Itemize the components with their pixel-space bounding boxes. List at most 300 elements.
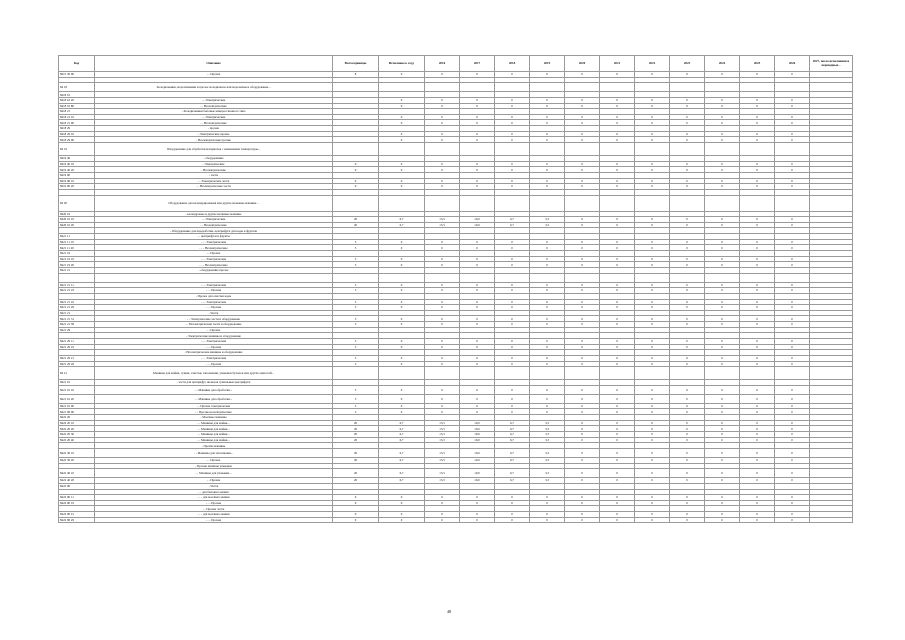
rate-cell-final bbox=[810, 394, 853, 403]
column-header: 2019 bbox=[530, 56, 565, 72]
rate-cell: 0 bbox=[670, 114, 705, 120]
rate-cell: 0 bbox=[705, 167, 740, 173]
rate-cell: 0 bbox=[635, 361, 670, 367]
description-cell: - - - Прочие bbox=[95, 305, 333, 311]
hs-code-cell: 8421 11 20 bbox=[59, 245, 95, 251]
rate-cell bbox=[333, 83, 379, 92]
rate-cell: 5 bbox=[333, 361, 379, 367]
rate-cell: 0 bbox=[600, 131, 635, 137]
column-header: 2017 bbox=[460, 56, 495, 72]
rate-cell: 0 bbox=[635, 517, 670, 523]
rate-cell: 0 bbox=[740, 161, 775, 167]
rate-cell: 0 bbox=[775, 437, 810, 443]
rate-cell: 0 bbox=[705, 282, 740, 288]
hs-code-cell: 8422 20 10 bbox=[59, 420, 95, 426]
rate-cell: 0 bbox=[740, 420, 775, 426]
rate-cell: 0 bbox=[740, 120, 775, 126]
rate-cell: 0 bbox=[460, 299, 495, 305]
rate-cell: 0 bbox=[635, 338, 670, 344]
rate-cell: 0 bbox=[495, 97, 530, 103]
rate-cell: 0 bbox=[495, 131, 530, 137]
rate-cell: 0 bbox=[600, 114, 635, 120]
rate-cell: 0 bbox=[600, 178, 635, 184]
rate-cell: 0 bbox=[740, 178, 775, 184]
rate-cell: 0 bbox=[530, 322, 565, 328]
description-cell: - Неэлектрические прочие bbox=[95, 137, 333, 143]
rate-cell: 0 bbox=[775, 420, 810, 426]
hs-code-cell: 8421 21 22 bbox=[59, 299, 95, 305]
rate-cell: 0 bbox=[600, 316, 635, 322]
rate-cell: 0 bbox=[740, 131, 775, 137]
column-header: 2021 bbox=[600, 56, 635, 72]
rate-cell: 0 bbox=[495, 137, 530, 143]
rate-cell: 0 bbox=[565, 361, 600, 367]
rate-cell: 0 bbox=[495, 245, 530, 251]
rate-cell: 0 bbox=[530, 137, 565, 143]
rate-cell: 6,7 bbox=[495, 420, 530, 426]
rate-cell: 0 bbox=[740, 114, 775, 120]
rate-cell: 0 bbox=[740, 385, 775, 394]
rate-cell: 0 bbox=[565, 239, 600, 245]
rate-cell: 3,3 bbox=[530, 448, 565, 457]
rate-cell bbox=[379, 367, 425, 380]
table-row bbox=[59, 385, 853, 394]
rate-cell: 0 bbox=[460, 403, 495, 409]
rate-cell: 0 bbox=[460, 120, 495, 126]
rate-cell: 0 bbox=[425, 120, 460, 126]
rate-cell bbox=[670, 143, 705, 156]
rate-cell: 0 bbox=[460, 495, 495, 501]
rate-cell-final bbox=[810, 385, 853, 394]
description-cell: - - Машины для мойки... bbox=[95, 420, 333, 426]
rate-cell: 0 bbox=[705, 245, 740, 251]
rate-cell bbox=[670, 367, 705, 380]
rate-cell: 0 bbox=[565, 131, 600, 137]
rate-cell: 13,3 bbox=[425, 457, 460, 463]
rate-cell: 0 bbox=[775, 338, 810, 344]
rate-cell: 0 bbox=[565, 385, 600, 394]
column-header: Исполнено к году bbox=[379, 56, 425, 72]
rate-cell: 10,0 bbox=[460, 426, 495, 432]
rate-cell: 0 bbox=[565, 457, 600, 463]
description-cell: - - Электрические bbox=[95, 217, 333, 223]
rate-cell: 0 bbox=[775, 385, 810, 394]
rate-cell: 0 bbox=[775, 495, 810, 501]
rate-cell: 0 bbox=[460, 355, 495, 361]
rate-cell: 0 bbox=[530, 299, 565, 305]
rate-cell: 0 bbox=[530, 361, 565, 367]
rate-cell: 0 bbox=[635, 217, 670, 223]
rate-cell: 0 bbox=[379, 72, 425, 78]
rate-cell: 0 bbox=[565, 316, 600, 322]
rate-cell: 0 bbox=[379, 495, 425, 501]
rate-cell: 0 bbox=[379, 299, 425, 305]
rate-cell: 0 bbox=[775, 322, 810, 328]
description-cell: - - - Прочие bbox=[95, 361, 333, 367]
rate-cell: 0 bbox=[635, 222, 670, 228]
rate-cell: 0 bbox=[740, 394, 775, 403]
rate-cell: 6,7 bbox=[495, 432, 530, 438]
rate-cell: 0 bbox=[530, 178, 565, 184]
rate-cell: 0 bbox=[600, 322, 635, 328]
rate-cell: 0 bbox=[495, 495, 530, 501]
hs-code-cell: 8422 20 bbox=[59, 415, 95, 421]
rate-cell: 0 bbox=[600, 305, 635, 311]
rate-cell: 0 bbox=[425, 299, 460, 305]
rate-cell: 3,3 bbox=[530, 426, 565, 432]
hs-code-cell: 8420 10 10 bbox=[59, 217, 95, 223]
rate-cell: 0 bbox=[460, 344, 495, 350]
rate-cell: 5 bbox=[333, 282, 379, 288]
rate-cell: 0 bbox=[670, 322, 705, 328]
rate-cell: 0 bbox=[425, 184, 460, 190]
rate-cell: 0 bbox=[600, 184, 635, 190]
rate-cell: 0 bbox=[670, 403, 705, 409]
hs-code-cell: 8418 29 10 bbox=[59, 131, 95, 137]
rate-cell: 0 bbox=[635, 245, 670, 251]
rate-cell: 0 bbox=[705, 222, 740, 228]
rate-cell: 6,7 bbox=[495, 437, 530, 443]
rate-cell: 0 bbox=[705, 355, 740, 361]
rate-cell: 20 bbox=[333, 222, 379, 228]
rate-cell: 0 bbox=[670, 338, 705, 344]
rate-cell: 0 bbox=[740, 361, 775, 367]
rate-cell: 10,0 bbox=[460, 222, 495, 228]
rate-cell: 0 bbox=[530, 239, 565, 245]
rate-cell: 0 bbox=[635, 448, 670, 457]
rate-cell: 0 bbox=[530, 409, 565, 415]
rate-cell: 0 bbox=[705, 137, 740, 143]
rate-cell: 0 bbox=[705, 184, 740, 190]
description-cell: - - - Электрические bbox=[95, 282, 333, 288]
rate-cell: 0 bbox=[775, 426, 810, 432]
rate-cell: 0 bbox=[379, 394, 425, 403]
hs-code-cell: 8422 30 10 bbox=[59, 448, 95, 457]
rate-cell: 0 bbox=[600, 217, 635, 223]
rate-cell: 0 bbox=[635, 316, 670, 322]
description-cell: - Неэлектрические bbox=[95, 167, 333, 173]
hs-code-cell: 8421 21 31 bbox=[59, 316, 95, 322]
rate-cell: 0 bbox=[530, 403, 565, 409]
hs-code-cell: 8418 21 10 bbox=[59, 114, 95, 120]
rate-cell: 0 bbox=[635, 512, 670, 518]
rate-cell bbox=[333, 195, 379, 211]
rate-cell: 0 bbox=[775, 344, 810, 350]
rate-cell: 0 bbox=[635, 500, 670, 506]
rate-cell: 0 bbox=[635, 299, 670, 305]
hs-code-cell: 8421 29 11 bbox=[59, 338, 95, 344]
rate-cell: 0 bbox=[740, 322, 775, 328]
rate-cell: 20 bbox=[333, 457, 379, 463]
rate-cell: 0 bbox=[530, 355, 565, 361]
rate-cell: 0 bbox=[740, 217, 775, 223]
rate-cell: 0 bbox=[705, 114, 740, 120]
column-header: 2026 bbox=[775, 56, 810, 72]
rate-cell: 0 bbox=[705, 316, 740, 322]
rate-cell bbox=[425, 367, 460, 380]
rate-cell: 0 bbox=[495, 322, 530, 328]
rate-cell: 0 bbox=[495, 361, 530, 367]
rate-cell: 0 bbox=[530, 517, 565, 523]
rate-cell: 0 bbox=[495, 355, 530, 361]
rate-cell: 0 bbox=[379, 262, 425, 268]
rate-cell: 0 bbox=[775, 448, 810, 457]
rate-cell bbox=[495, 367, 530, 380]
page-number: 48 bbox=[447, 609, 451, 614]
rate-cell: 0 bbox=[635, 394, 670, 403]
rate-cell bbox=[635, 367, 670, 380]
hs-code-cell: 8421 29 19 bbox=[59, 344, 95, 350]
rate-cell: 0 bbox=[600, 495, 635, 501]
rate-cell: 0 bbox=[425, 512, 460, 518]
rate-cell: 0 bbox=[425, 256, 460, 262]
rate-cell: 0 bbox=[565, 114, 600, 120]
rate-cell: 0 bbox=[600, 437, 635, 443]
rate-cell: 0 bbox=[670, 394, 705, 403]
rate-cell: 0 bbox=[600, 420, 635, 426]
rate-cell: 0 bbox=[495, 316, 530, 322]
rate-cell: 0 bbox=[495, 299, 530, 305]
rate-cell: 0 bbox=[379, 305, 425, 311]
rate-cell: 0 bbox=[670, 217, 705, 223]
rate-cell bbox=[635, 83, 670, 92]
rate-cell: 0 bbox=[460, 500, 495, 506]
rate-cell: 0 bbox=[775, 103, 810, 109]
rate-cell bbox=[460, 143, 495, 156]
rate-cell: 0 bbox=[565, 500, 600, 506]
rate-cell bbox=[635, 273, 670, 282]
column-header: 2018 bbox=[495, 56, 530, 72]
description-cell: - Моечные машины bbox=[95, 415, 333, 421]
rate-cell: 0 bbox=[333, 161, 379, 167]
rate-cell: 0 bbox=[740, 403, 775, 409]
rate-cell: 0 bbox=[705, 161, 740, 167]
table-row bbox=[59, 273, 853, 282]
hs-code-cell: 8422 20 30 bbox=[59, 432, 95, 438]
rate-cell bbox=[740, 273, 775, 282]
rate-cell: 0 bbox=[460, 338, 495, 344]
rate-cell: 0 bbox=[635, 72, 670, 78]
rate-cell: 10,0 bbox=[460, 478, 495, 484]
rate-cell: 0 bbox=[600, 338, 635, 344]
rate-cell: 0 bbox=[775, 288, 810, 294]
rate-cell: 10,0 bbox=[460, 448, 495, 457]
rate-cell: 0 bbox=[740, 409, 775, 415]
rate-cell: 0 bbox=[565, 184, 600, 190]
rate-cell: 0 bbox=[460, 167, 495, 173]
hs-code-cell: 8422 30 20 bbox=[59, 457, 95, 463]
rate-cell: 0 bbox=[425, 103, 460, 109]
rate-cell: 10,0 bbox=[460, 420, 495, 426]
rate-cell-final bbox=[810, 143, 853, 156]
hs-code-cell: 84 18 bbox=[59, 83, 95, 92]
rate-cell: 0 bbox=[740, 222, 775, 228]
rate-cell bbox=[670, 195, 705, 211]
rate-cell: 0 bbox=[670, 288, 705, 294]
rate-cell: 0 bbox=[379, 239, 425, 245]
rate-cell: 20 bbox=[333, 469, 379, 478]
rate-cell bbox=[565, 143, 600, 156]
rate-cell: 13,3 bbox=[425, 448, 460, 457]
table-body bbox=[59, 72, 853, 523]
rate-cell: 0 bbox=[495, 184, 530, 190]
rate-cell: 0 bbox=[565, 409, 600, 415]
rate-cell: 0 bbox=[379, 103, 425, 109]
rate-cell: 0 bbox=[740, 338, 775, 344]
description-cell: - - Неэлектрические части bbox=[95, 184, 333, 190]
rate-cell: 0 bbox=[333, 517, 379, 523]
rate-cell: 0 bbox=[379, 385, 425, 394]
rate-cell: 0 bbox=[460, 409, 495, 415]
rate-cell: 5 bbox=[333, 344, 379, 350]
rate-cell: 0 bbox=[425, 161, 460, 167]
rate-cell bbox=[705, 195, 740, 211]
rate-cell: 0 bbox=[495, 517, 530, 523]
rate-cell: 0 bbox=[600, 457, 635, 463]
rate-cell: 0 bbox=[460, 256, 495, 262]
rate-cell: 0 bbox=[775, 282, 810, 288]
rate-cell: 0 bbox=[705, 517, 740, 523]
description-cell: - - Прочие bbox=[95, 251, 333, 257]
rate-cell: 13,3 bbox=[425, 217, 460, 223]
rate-cell: 0 bbox=[635, 469, 670, 478]
description-cell: - - Прочие неэлектрические bbox=[95, 409, 333, 415]
rate-cell: 0 bbox=[740, 517, 775, 523]
rate-cell bbox=[379, 143, 425, 156]
hs-code-cell: 8421 21 19 bbox=[59, 288, 95, 294]
rate-cell: 0 bbox=[379, 517, 425, 523]
description-cell: - Прочее для очистки воды bbox=[95, 293, 333, 299]
column-header: 2022 bbox=[635, 56, 670, 72]
description-cell: - - Электрические bbox=[95, 97, 333, 103]
rate-cell: 0 bbox=[565, 432, 600, 438]
rate-cell bbox=[600, 195, 635, 211]
rate-cell: 0 bbox=[460, 114, 495, 120]
rate-cell: 0 bbox=[530, 114, 565, 120]
rate-cell: 0 bbox=[379, 167, 425, 173]
rate-cell: 0 bbox=[705, 103, 740, 109]
rate-cell: 3,3 bbox=[530, 457, 565, 463]
rate-cell: 0 bbox=[635, 495, 670, 501]
rate-cell: 0 bbox=[775, 161, 810, 167]
rate-cell: 0 bbox=[705, 457, 740, 463]
rate-cell: 6,7 bbox=[495, 478, 530, 484]
rate-cell: 6,7 bbox=[379, 457, 425, 463]
description-cell: - - Машины для обработки... bbox=[95, 394, 333, 403]
rate-cell: 0 bbox=[600, 512, 635, 518]
rate-cell-final bbox=[810, 469, 853, 478]
rate-cell bbox=[740, 83, 775, 92]
rate-cell: 0 bbox=[530, 262, 565, 268]
description-cell: - части bbox=[95, 172, 333, 178]
rate-cell: 0 bbox=[635, 103, 670, 109]
rate-cell: 0 bbox=[600, 120, 635, 126]
rate-cell: 0 bbox=[775, 222, 810, 228]
rate-cell bbox=[670, 83, 705, 92]
rate-cell: 0 bbox=[635, 167, 670, 173]
rate-cell: 0 bbox=[670, 103, 705, 109]
rate-cell: 6,7 bbox=[379, 222, 425, 228]
rate-cell bbox=[565, 367, 600, 380]
description-cell: Оборудование для каландрирования или другие валковые машины... bbox=[95, 195, 333, 211]
hs-code-cell: 8422 90 19 bbox=[59, 500, 95, 506]
rate-cell: 0 bbox=[425, 517, 460, 523]
rate-cell-final bbox=[810, 367, 853, 380]
rate-cell: 0 bbox=[600, 239, 635, 245]
rate-cell: 0 bbox=[425, 262, 460, 268]
rate-cell: 0 bbox=[565, 120, 600, 126]
rate-cell: 0 bbox=[705, 239, 740, 245]
rate-cell: 0 bbox=[565, 512, 600, 518]
rate-cell: 0 bbox=[425, 361, 460, 367]
rate-cell: 0 bbox=[705, 478, 740, 484]
rate-cell: 0 bbox=[379, 344, 425, 350]
rate-cell-final bbox=[810, 448, 853, 457]
rate-cell bbox=[495, 143, 530, 156]
rate-cell: 0 bbox=[705, 469, 740, 478]
rate-cell: 6,7 bbox=[379, 478, 425, 484]
rate-cell: 0 bbox=[565, 282, 600, 288]
rate-cell bbox=[705, 83, 740, 92]
rate-cell: 0 bbox=[635, 288, 670, 294]
rate-cell: 13,3 bbox=[425, 437, 460, 443]
rate-cell: 5 bbox=[333, 355, 379, 361]
table-row bbox=[59, 83, 853, 92]
rate-cell: 0 bbox=[565, 97, 600, 103]
rate-cell: 0 bbox=[379, 322, 425, 328]
rate-cell bbox=[705, 143, 740, 156]
rate-cell: 0 bbox=[333, 184, 379, 190]
rate-cell: 0 bbox=[740, 256, 775, 262]
hs-code-cell: 8422 90 11 bbox=[59, 495, 95, 501]
description-cell: - Части bbox=[95, 310, 333, 316]
rate-cell: 0 bbox=[379, 161, 425, 167]
rate-cell: 0 bbox=[775, 97, 810, 103]
hs-code-cell: 8419 90 10 bbox=[59, 178, 95, 184]
rate-cell bbox=[530, 143, 565, 156]
rate-cell: 5 bbox=[333, 305, 379, 311]
rate-cell bbox=[565, 195, 600, 211]
hs-code-cell: 8421 29 bbox=[59, 327, 95, 333]
rate-cell: 0 bbox=[530, 167, 565, 173]
hs-code-cell: 8421 21 39 bbox=[59, 322, 95, 328]
column-header: 2016 bbox=[425, 56, 460, 72]
rate-cell: 0 bbox=[705, 338, 740, 344]
rate-cell: 10,0 bbox=[460, 457, 495, 463]
column-header: 2024 bbox=[705, 56, 740, 72]
rate-cell: 0 bbox=[495, 161, 530, 167]
rate-cell: 3,3 bbox=[530, 222, 565, 228]
rate-cell bbox=[705, 367, 740, 380]
rate-cell: 0 bbox=[425, 131, 460, 137]
rate-cell: 0 bbox=[565, 344, 600, 350]
rate-cell: 0 bbox=[740, 432, 775, 438]
rate-cell: 13,3 bbox=[425, 426, 460, 432]
rate-cell: 0 bbox=[495, 239, 530, 245]
description-cell: - - - Электрические bbox=[95, 299, 333, 305]
description-cell: - - - Прочие bbox=[95, 517, 333, 523]
rate-cell: 0 bbox=[705, 217, 740, 223]
rate-cell: 0 bbox=[775, 114, 810, 120]
rate-cell: 10,0 bbox=[460, 437, 495, 443]
rate-cell: 0 bbox=[740, 282, 775, 288]
rate-cell: 6,7 bbox=[379, 469, 425, 478]
rate-cell: 0 bbox=[460, 178, 495, 184]
rate-cell: 0 bbox=[565, 437, 600, 443]
rate-cell bbox=[379, 195, 425, 211]
rate-cell bbox=[775, 273, 810, 282]
rate-cell bbox=[600, 83, 635, 92]
